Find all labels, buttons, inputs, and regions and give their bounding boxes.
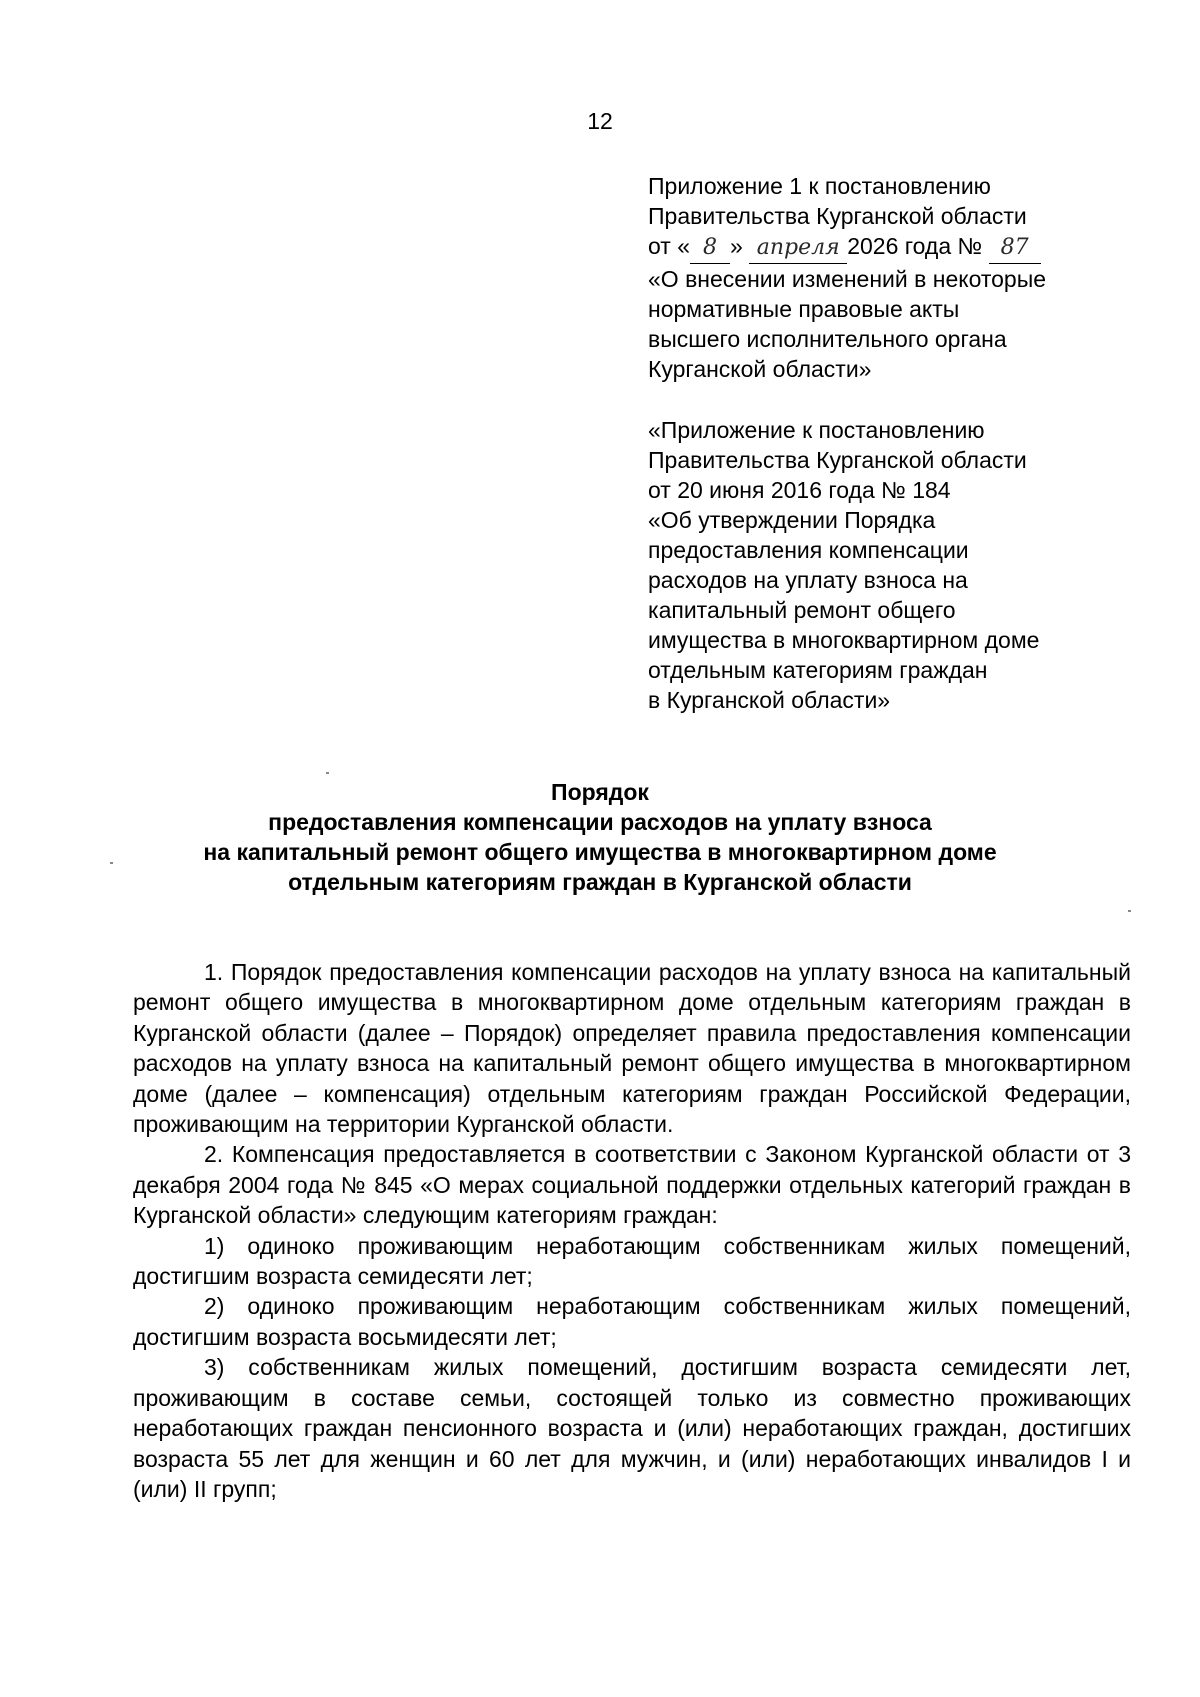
prior-annex-line: расходов на уплату взноса на [648,567,968,593]
annex-header-line: Курганской области» [648,356,872,382]
annex-header [648,171,1118,384]
annex-header-line: нормативные правовые акты [648,296,960,322]
prior-annex-line: «Приложение к постановлению [648,417,985,443]
body-paragraph: 2. Компенсация предоставляется в соответствии с Законом Курганской области от 3 декабря 2004 года № 845 «О мерах социальной поддержки отдельных категорий граждан в Курганской области» следующим категориям граждан: [133,1141,1131,1229]
scan-speck [326,772,329,774]
doc-number-handwritten: 87 [989,233,1041,264]
prior-annex [648,415,1118,715]
date-year: 2026 года № [847,233,983,259]
prior-annex-line: капитальный ремонт общего [648,597,956,623]
body-paragraph: 1. Порядок предоставления компенсации расходов на уплату взноса на капитальный ремонт общего имущества в многоквартирном доме отдельным категориям граждан в Курганской области (далее – Порядок) определяет правила предоставления компенсации расходов на уплату взноса на капитальный ремонт общего имущества в многоквартирном доме (далее – компенсация) отдельным категориям граждан Российской Федерации, проживающим на территории Курганской области. [133,959,1131,1138]
body-list-item: 1) одиноко проживающим неработающим собственникам жилых помещений, достигшим возраста семидесяти лет; [133,1232,1131,1290]
date-prefix: от « [648,233,691,259]
prior-annex-line: имущества в многоквартирном доме [648,627,1040,653]
document-title-line: предоставления компенсации расходов на уплату взноса [268,809,932,835]
annex-header-line: «О внесении изменений в некоторые [648,266,1047,292]
document-title [100,777,1100,897]
annex-header-line: высшего исполнительного органа [648,326,1007,352]
prior-annex-line: Правительства Курганской области [648,447,1027,473]
annex-date-line [648,231,1118,264]
prior-annex-line: от 20 июня 2016 года № 184 [648,477,951,503]
date-mid: » [730,233,743,259]
scan-speck [1128,910,1131,912]
scan-speck [110,862,113,864]
prior-annex-line: предоставления компенсации [648,537,969,563]
page-number: 12 [587,108,613,134]
date-month-handwritten: апреля [749,233,847,264]
annex-header-line: Приложение 1 к постановлению [648,173,991,199]
prior-annex-line: в Курганской области» [648,687,891,713]
document-body [133,957,1131,1504]
prior-annex-line: «Об утверждении Порядка [648,507,936,533]
document-title-line: на капитальный ремонт общего имущества в многоквартирном доме [203,839,997,865]
annex-header-line: Правительства Курганской области [648,203,1027,229]
body-list-item: 2) одиноко проживающим неработающим собственникам жилых помещений, достигшим возраста восьмидесяти лет; [133,1293,1131,1350]
document-title-line: Порядок [551,779,649,805]
document-title-line: отдельным категориям граждан в Курганской области [288,869,912,895]
body-list-item: 3) собственникам жилых помещений, достигшим возраста семидесяти лет, проживающим в составе семьи, состоящей только из совместно проживающих неработающих граждан пенсионного возраста и (или) неработающих граждан, достигших возраста 55 лет для женщин и 60 лет для мужчин, и (или) неработающих инвалидов I и (или) II групп; [133,1354,1131,1502]
prior-annex-line: отдельным категориям граждан [648,657,988,683]
date-day-handwritten: 8 [690,233,730,264]
